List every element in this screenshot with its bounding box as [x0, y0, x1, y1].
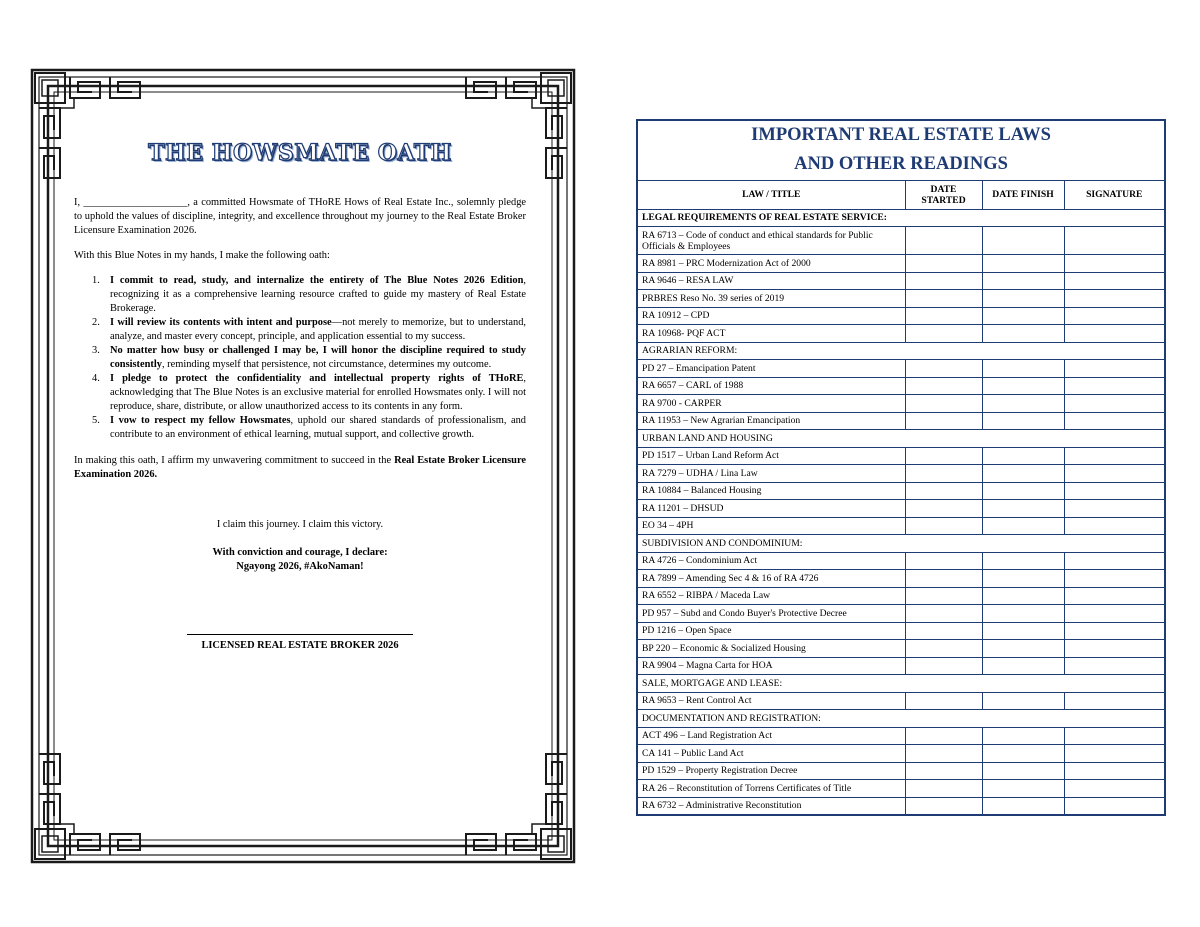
- date-started-cell[interactable]: [905, 395, 982, 413]
- category-row: [637, 710, 1165, 728]
- law-title-cell: RA 7899 – Amending Sec 4 & 16 of RA 4726: [637, 570, 905, 588]
- date-started-cell[interactable]: [905, 552, 982, 570]
- law-title-cell: RA 6552 – RIBPA / Maceda Law: [637, 587, 905, 605]
- table-row: [637, 255, 1165, 273]
- header-signature: SIGNATURE: [1064, 180, 1165, 209]
- date-started-cell[interactable]: [905, 360, 982, 378]
- date-finish-cell[interactable]: [982, 587, 1064, 605]
- law-title-cell: RA 8981 – PRC Modernization Act of 2000: [637, 255, 905, 273]
- signature-cell[interactable]: [1064, 762, 1165, 780]
- oath-title: THE HOWSMATE OATH: [148, 140, 452, 166]
- signature-cell[interactable]: [1064, 552, 1165, 570]
- oath-closing: In making this oath, I affirm my unwavering commitment to succeed in the Real Estate Broker Licensure Examination 2026.: [74, 455, 526, 480]
- signature-cell[interactable]: [1064, 780, 1165, 798]
- signature-cell[interactable]: [1064, 360, 1165, 378]
- law-title-cell: ACT 496 – Land Registration Act: [637, 727, 905, 745]
- date-started-cell[interactable]: [905, 657, 982, 675]
- signature-cell[interactable]: [1064, 465, 1165, 483]
- law-title-cell: RA 10968- PQF ACT: [637, 325, 905, 343]
- law-title-cell: RA 9904 – Magna Carta for HOA: [637, 657, 905, 675]
- date-started-cell[interactable]: [905, 517, 982, 535]
- law-title-cell: PRBRES Reso No. 39 series of 2019: [637, 290, 905, 308]
- signature-cell[interactable]: [1064, 657, 1165, 675]
- date-finish-cell[interactable]: [982, 500, 1064, 518]
- law-title-cell: RA 10884 – Balanced Housing: [637, 482, 905, 500]
- date-finish-cell[interactable]: [982, 797, 1064, 815]
- header-date-started: DATE STARTED: [905, 180, 982, 209]
- date-started-cell[interactable]: [905, 465, 982, 483]
- law-title-cell: RA 11953 – New Agrarian Emancipation: [637, 412, 905, 430]
- table-row: [637, 622, 1165, 640]
- signature-cell[interactable]: [1064, 605, 1165, 623]
- law-title-cell: CA 141 – Public Land Act: [637, 745, 905, 763]
- table-row: [637, 657, 1165, 675]
- signature-cell[interactable]: [1064, 570, 1165, 588]
- signature-cell[interactable]: [1064, 377, 1165, 395]
- oath-page: [30, 68, 576, 864]
- date-finish-cell[interactable]: [982, 465, 1064, 483]
- category-label: DOCUMENTATION AND REGISTRATION:: [637, 710, 1165, 728]
- signature-cell[interactable]: [1064, 500, 1165, 518]
- category-row: [637, 209, 1165, 227]
- signature-cell[interactable]: [1064, 797, 1165, 815]
- table-row: [637, 745, 1165, 763]
- category-row: [637, 535, 1165, 553]
- date-started-cell[interactable]: [905, 692, 982, 710]
- signature-cell[interactable]: [1064, 395, 1165, 413]
- date-finish-cell[interactable]: [982, 657, 1064, 675]
- signature-cell[interactable]: [1064, 227, 1165, 255]
- signature-cell[interactable]: [1064, 640, 1165, 658]
- date-started-cell[interactable]: [905, 447, 982, 465]
- date-finish-cell[interactable]: [982, 570, 1064, 588]
- date-started-cell[interactable]: [905, 377, 982, 395]
- oath-item: 5. I vow to respect my fellow Howsmates, uphold our shared standards of professionalism, and contribute to an environment of ethical learning, mutual support, and collective growth.: [92, 415, 526, 440]
- date-finish-cell[interactable]: [982, 552, 1064, 570]
- signature-cell[interactable]: [1064, 517, 1165, 535]
- table-row: [637, 605, 1165, 623]
- oath-item: 4. I pledge to protect the confidentiality and intellectual property rights of THoRE, acknowledging that The Blue Notes is an exclusive material for enrolled Howsmates only. I will not reproduce, share, distribute, or allow unauthorized access to its contents in any form.: [92, 373, 526, 412]
- table-row: [637, 797, 1165, 815]
- table-row: [637, 290, 1165, 308]
- table-row: [637, 465, 1165, 483]
- law-title-cell: RA 6713 – Code of conduct and ethical standards for Public Officials & Employees: [637, 227, 905, 255]
- law-title-cell: RA 26 – Reconstitution of Torrens Certificates of Title: [637, 780, 905, 798]
- date-finish-cell[interactable]: [982, 255, 1064, 273]
- date-finish-cell[interactable]: [982, 640, 1064, 658]
- table-row: [637, 272, 1165, 290]
- law-title-cell: PD 1216 – Open Space: [637, 622, 905, 640]
- law-title-cell: RA 7279 – UDHA / Lina Law: [637, 465, 905, 483]
- date-started-cell[interactable]: [905, 640, 982, 658]
- date-started-cell[interactable]: [905, 605, 982, 623]
- date-started-cell[interactable]: [905, 587, 982, 605]
- signature-cell[interactable]: [1064, 622, 1165, 640]
- table-row: [637, 307, 1165, 325]
- header-date-finish: DATE FINISH: [982, 180, 1064, 209]
- date-started-cell[interactable]: [905, 325, 982, 343]
- oath-claim: I claim this journey. I claim this victory.: [216, 519, 384, 530]
- table-row: [637, 395, 1165, 413]
- date-finish-cell[interactable]: [982, 325, 1064, 343]
- date-finish-cell[interactable]: [982, 307, 1064, 325]
- header-law: LAW / TITLE: [637, 180, 905, 209]
- signature-cell[interactable]: [1064, 290, 1165, 308]
- category-row: [637, 430, 1165, 448]
- oath-item: 3. No matter how busy or challenged I may be, I will honor the discipline required to study consistently, reminding myself that persistence, not circumstance, determines my outcome.: [92, 345, 526, 370]
- oath-list: [74, 274, 526, 442]
- law-title-cell: EO 34 – 4PH: [637, 517, 905, 535]
- table-row: [637, 377, 1165, 395]
- category-label: SALE, MORTGAGE AND LEASE:: [637, 675, 1165, 693]
- oath-declare-1: With conviction and courage, I declare:: [212, 547, 388, 558]
- table-row: [637, 552, 1165, 570]
- date-started-cell[interactable]: [905, 290, 982, 308]
- signature-label: LICENSED REAL ESTATE BROKER 2026: [201, 640, 399, 651]
- date-finish-cell[interactable]: [982, 605, 1064, 623]
- category-row: [637, 342, 1165, 360]
- table-row: [637, 780, 1165, 798]
- category-label: LEGAL REQUIREMENTS OF REAL ESTATE SERVICE:: [637, 209, 1165, 227]
- category-label: AGRARIAN REFORM:: [637, 342, 1165, 360]
- date-started-cell[interactable]: [905, 780, 982, 798]
- table-row: [637, 227, 1165, 255]
- law-title-cell: RA 11201 – DHSUD: [637, 500, 905, 518]
- date-finish-cell[interactable]: [982, 780, 1064, 798]
- date-started-cell[interactable]: [905, 570, 982, 588]
- date-started-cell[interactable]: [905, 255, 982, 273]
- signature-cell[interactable]: [1064, 727, 1165, 745]
- oath-intro: I, ____________________, a committed Howsmate of THoRE Hows of Real Estate Inc., solemnly pledge to uphold the values of discipline, integrity, and excellence throughout my journey to the Real Estate Broker Licensure Examination 2026.: [74, 197, 526, 236]
- date-finish-cell[interactable]: [982, 272, 1064, 290]
- law-title-cell: RA 9646 – RESA LAW: [637, 272, 905, 290]
- signature-cell[interactable]: [1064, 745, 1165, 763]
- category-label: URBAN LAND AND HOUSING: [637, 430, 1165, 448]
- date-started-cell[interactable]: [905, 622, 982, 640]
- oath-item: 2. I will review its contents with intent and purpose—not merely to memorize, but to understand, analyze, and master every concept, principle, and application essential to my success.: [92, 317, 527, 342]
- law-title-cell: RA 6657 – CARL of 1988: [637, 377, 905, 395]
- table-row: [637, 500, 1165, 518]
- date-finish-cell[interactable]: [982, 377, 1064, 395]
- date-finish-cell[interactable]: [982, 447, 1064, 465]
- date-started-cell[interactable]: [905, 762, 982, 780]
- table-row: [637, 727, 1165, 745]
- table-row: [637, 325, 1165, 343]
- date-started-cell[interactable]: [905, 227, 982, 255]
- date-started-cell[interactable]: [905, 745, 982, 763]
- table-row: [637, 482, 1165, 500]
- table-row: [637, 587, 1165, 605]
- signature-cell[interactable]: [1064, 307, 1165, 325]
- oath-content: [74, 140, 527, 653]
- signature-cell[interactable]: [1064, 255, 1165, 273]
- law-title-cell: PD 957 – Subd and Condo Buyer's Protective Decree: [637, 605, 905, 623]
- law-title-cell: PD 1529 – Property Registration Decree: [637, 762, 905, 780]
- table-row: [637, 412, 1165, 430]
- table-row: [637, 640, 1165, 658]
- signature-line: [187, 634, 413, 635]
- law-title-cell: RA 6732 – Administrative Reconstitution: [637, 797, 905, 815]
- date-finish-cell[interactable]: [982, 290, 1064, 308]
- date-finish-cell[interactable]: [982, 692, 1064, 710]
- table-row: [637, 447, 1165, 465]
- law-title-cell: RA 4726 – Condominium Act: [637, 552, 905, 570]
- table-row: [637, 570, 1165, 588]
- date-finish-cell[interactable]: [982, 622, 1064, 640]
- table-row: [637, 517, 1165, 535]
- oath-item: 1. I commit to read, study, and internalize the entirety of The Blue Notes 2026 Edition, recognizing it as a comprehensive learning resource crafted to guide my mastery of Real Estate Brokerage.: [92, 275, 526, 314]
- signature-cell[interactable]: [1064, 447, 1165, 465]
- laws-body: [637, 209, 1165, 815]
- date-started-cell[interactable]: [905, 412, 982, 430]
- law-title-cell: PD 27 – Emancipation Patent: [637, 360, 905, 378]
- date-started-cell[interactable]: [905, 307, 982, 325]
- date-started-cell[interactable]: [905, 482, 982, 500]
- date-finish-cell[interactable]: [982, 517, 1064, 535]
- law-title-cell: RA 10912 – CPD: [637, 307, 905, 325]
- laws-title: IMPORTANT REAL ESTATE LAWS AND OTHER READINGS: [637, 120, 1165, 180]
- oath-declare-2: Ngayong 2026, #AkoNaman!: [236, 561, 364, 572]
- date-finish-cell[interactable]: [982, 395, 1064, 413]
- date-finish-cell[interactable]: [982, 360, 1064, 378]
- signature-cell[interactable]: [1064, 587, 1165, 605]
- date-started-cell[interactable]: [905, 727, 982, 745]
- oath-lead: With this Blue Notes in my hands, I make the following oath:: [74, 250, 330, 261]
- date-started-cell[interactable]: [905, 272, 982, 290]
- date-started-cell[interactable]: [905, 500, 982, 518]
- table-row: [637, 360, 1165, 378]
- law-title-cell: RA 9700 - CARPER: [637, 395, 905, 413]
- date-finish-cell[interactable]: [982, 482, 1064, 500]
- laws-page: [636, 119, 1164, 816]
- signature-cell[interactable]: [1064, 482, 1165, 500]
- laws-table: [636, 119, 1166, 816]
- table-header: [637, 180, 1165, 209]
- date-finish-cell[interactable]: [982, 412, 1064, 430]
- date-finish-cell[interactable]: [982, 745, 1064, 763]
- table-row: [637, 762, 1165, 780]
- law-title-cell: RA 9653 – Rent Control Act: [637, 692, 905, 710]
- signature-cell[interactable]: [1064, 412, 1165, 430]
- signature-cell[interactable]: [1064, 272, 1165, 290]
- date-finish-cell[interactable]: [982, 762, 1064, 780]
- table-row: [637, 692, 1165, 710]
- category-row: [637, 675, 1165, 693]
- date-finish-cell[interactable]: [982, 227, 1064, 255]
- signature-cell[interactable]: [1064, 325, 1165, 343]
- law-title-cell: PD 1517 – Urban Land Reform Act: [637, 447, 905, 465]
- date-finish-cell[interactable]: [982, 727, 1064, 745]
- date-started-cell[interactable]: [905, 797, 982, 815]
- signature-cell[interactable]: [1064, 692, 1165, 710]
- law-title-cell: BP 220 – Economic & Socialized Housing: [637, 640, 905, 658]
- category-label: SUBDIVISION AND CONDOMINIUM:: [637, 535, 1165, 553]
